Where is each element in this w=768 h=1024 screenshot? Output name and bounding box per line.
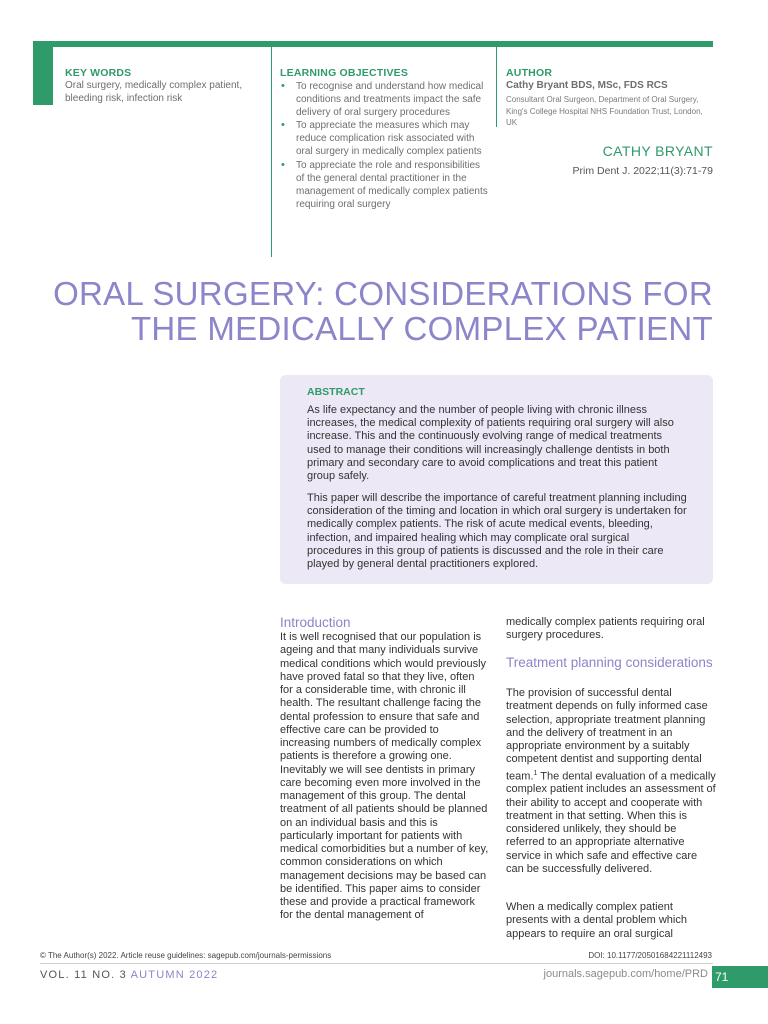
keywords-text: Oral surgery, medically complex patient, bleeding risk, infection risk [65,80,243,104]
reference-1[interactable]: 1 [533,769,538,777]
citation: Prim Dent J. 2022;11(3):71-79 [572,165,713,177]
header-side-accent [33,41,53,105]
author-label: AUTHOR [506,67,553,79]
author-display-name: CATHY BRYANT [602,143,713,159]
abstract-paragraph-2: This paper will describe the importance of careful treatment planning including consideration of the timing and location in which oral surgery is undertaken for medically complex patients. The risk of acute medical events, bleeding, infection, and impaired healing which may complicate oral surgical procedures in this group of patients is discussed and the role in their care played by general dental practitioners explored. [307,492,687,571]
objective-item: • To recognise and understand how medical conditions and treatments impact the safe delivery of oral surgery procedures [280,80,490,119]
treatment-planning-paragraph-2: When a medically complex patient presents with a dental problem which appears to require an oral surgical [506,901,687,940]
journal-url[interactable]: journals.sagepub.com/home/PRD [543,968,708,980]
author-name: Cathy Bryant BDS, MSc, FDS RCS [506,80,668,91]
objective-item: • To appreciate the role and responsibilities of the general dental practitioner in the management of medically complex patients requiring oral surgery [280,159,490,211]
column-divider-2 [496,47,497,127]
title-line-1: ORAL SURGERY: CONSIDERATIONS FOR [53,275,713,312]
keywords-label: KEY WORDS [65,67,132,79]
season: AUTUMN 2022 [130,969,219,981]
footer-rule [40,963,713,964]
title-line-2: THE MEDICALLY COMPLEX PATIENT [130,310,713,347]
page-number: 71 [712,966,768,988]
learning-objectives-list [280,80,490,211]
treatment-planning-heading: Treatment planning considerations [506,655,713,670]
tp-text-a: The provision of successful dental treatment depends on fully informed case selection, appropriate treatment planning and the delivery of treatment in an appropriate environment by a suitably competent dentist and supporting dental team. [506,687,708,783]
copyright-notice: © The Author(s) 2022. Article reuse guidelines: sagepub.com/journals-permissions [40,951,332,960]
header-top-rule [33,41,713,47]
introduction-paragraph: It is well recognised that our population is ageing and that many individuals survive medical conditions which would previously have proved fatal so that they live, often for a considerable time, with chronic ill health. The resultant challenge facing the dental profession to ensure that safe and effective care can be provided to increasing numbers of medically complex patients is therefore a growing one. Inevitably we will see dentists in primary care becoming even more involved in the management of this group. The dental treatment of all patients should be planned on an individual basis and this is particularly important for patients with medical comorbidities but a number of key, common considerations on which management decisions may be based can be identified. This paper aims to consider these and provide a practical framework for the dental management of [280,631,489,922]
objective-item: • To appreciate the measures which may reduce complication risk associated with oral surgery in medically complex patients [280,119,490,158]
volume-issue [40,969,218,981]
introduction-continuation: medically complex patients requiring oral surgery procedures. [506,616,705,642]
learning-objectives-label: LEARNING OBJECTIVES [280,67,409,79]
article-title [53,276,713,346]
volume-number: VOL. 11 NO. 3 [40,969,127,981]
doi: DOI: 10.1177/20501684221112493 [588,951,712,960]
column-divider-1 [271,47,272,257]
abstract-heading: ABSTRACT [307,386,365,398]
tp-text-b: The dental evaluation of a medically complex patient includes an assessment of their ability to accept and cooperate with treatment in that setting. When this is considered unlikely, they should be referred to an appropriate alternative service in which safe and effective care can be successfully delivered. [506,770,716,875]
treatment-planning-paragraph-1 [506,687,716,876]
introduction-heading: Introduction [280,615,351,630]
abstract-paragraph-1: As life expectancy and the number of people living with chronic illness increases, the medical complexity of patients requiring oral surgery will also increase. This and the continuously evolving range of medical treatments used to manage their conditions will increasingly challenge dentists in both primary and secondary care to avoid complications and treat this patient group safely. [307,404,674,483]
author-affiliation: Consultant Oral Surgeon, Department of Oral Surgery, King's College Hospital NHS Foundation Trust, London, UK [506,95,703,127]
